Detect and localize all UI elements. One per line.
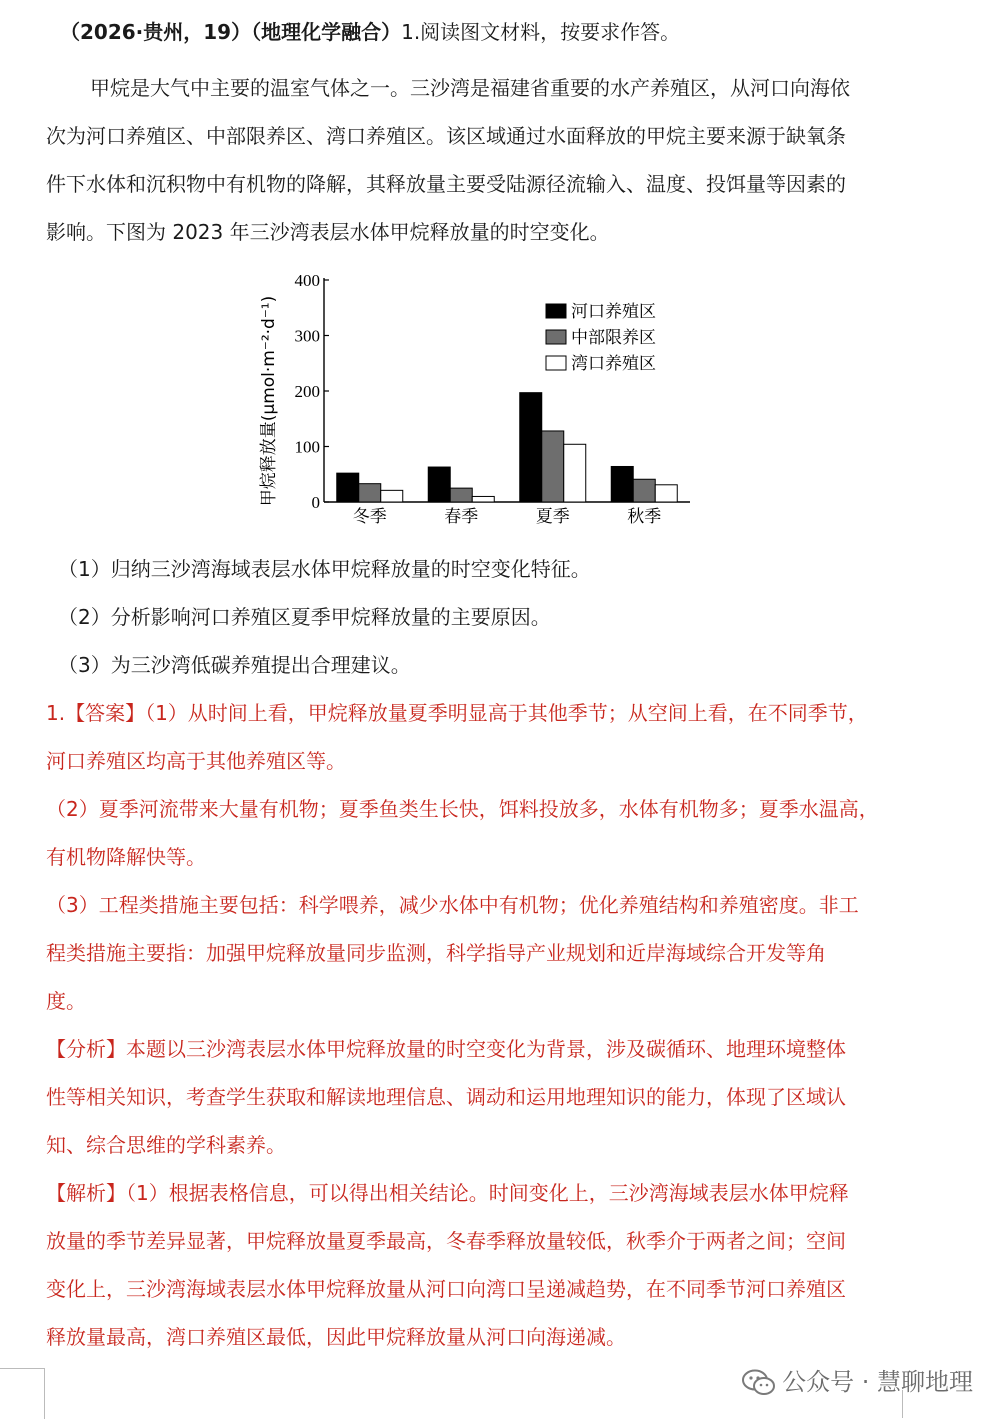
crop-mark-left [0,1368,45,1419]
bar [428,467,450,502]
wechat-icon [742,1369,776,1397]
answer-line: （3）工程类措施主要包括：科学喂养，减少水体中有机物；优化养殖结构和养殖密度。非工 [46,893,859,917]
category-label: 秋季 [627,507,662,527]
y-tick-label: 300 [294,326,320,346]
legend-swatch [546,356,566,370]
watermark [742,1362,973,1397]
bar [542,431,564,502]
question-header [60,18,680,46]
bar [611,466,633,502]
bar [655,485,677,502]
legend-swatch [546,304,566,318]
y-tick-label: 100 [294,437,320,457]
legend-label: 中部限养区 [571,328,656,348]
explanation-line: 【解析】（1）根据表格信息，可以得出相关结论。时间变化上，三沙湾海域表层水体甲烷释 [46,1181,849,1205]
bar [520,393,542,502]
material-line: 件下水体和沉积物中有机物的降解，其释放量主要受陆源径流输入、温度、投饵量等因素的 [46,172,846,196]
y-tick-label: 0 [311,493,320,512]
answer-line: （2）夏季河流带来大量有机物；夏季鱼类生长快，饵料投放多，水体有机物多；夏季水温高， [46,797,879,821]
question-source: （2026·贵州，19）（地理化学融合） [60,20,402,44]
answer-line: 程类措施主要指：加强甲烷释放量同步监测，科学指导产业规划和近岸海域综合开发等角 [46,941,826,965]
category-label: 夏季 [535,507,570,527]
bar [633,479,655,502]
answer-line: 度。 [46,989,86,1013]
material-line: 影响。下图为 2023 年三沙湾表层水体甲烷释放量的时空变化。 [46,220,610,244]
legend-swatch [546,330,566,344]
sub-question-1: （1）归纳三沙湾海域表层水体甲烷释放量的时空变化特征。 [58,557,591,581]
analysis-line: 性等相关知识，考查学生获取和解读地理信息、调动和运用地理知识的能力，体现了区域认 [46,1085,846,1109]
category-label: 春季 [444,507,479,527]
watermark-text: 公众号 · 慧聊地理 [782,1368,973,1396]
bar [359,484,381,502]
bar [337,473,359,502]
legend-label: 湾口养殖区 [571,354,656,374]
explanation-line: 释放量最高，湾口养殖区最低，因此甲烷释放量从河口向海递减。 [46,1325,626,1349]
bar [472,496,494,502]
methane-bar-chart [250,262,710,532]
question-prompt: 1.阅读图文材料，按要求作答。 [401,20,681,44]
explanation-line: 放量的季节差异显著，甲烷释放量夏季最高，冬春季释放量较低，秋季介于两者之间；空间 [46,1229,846,1253]
explanation-line: 变化上，三沙湾海域表层水体甲烷释放量从河口向湾口呈递减趋势，在不同季节河口养殖区 [46,1277,846,1301]
answer-line: 有机物降解快等。 [46,845,206,869]
bar [564,444,586,502]
sub-question-2: （2）分析影响河口养殖区夏季甲烷释放量的主要原因。 [58,605,551,629]
analysis-line: 【分析】本题以三沙湾表层水体甲烷释放量的时空变化为背景，涉及碳循环、地理环境整体 [46,1037,846,1061]
legend-label: 河口养殖区 [571,302,656,322]
category-label: 冬季 [352,507,387,527]
sub-question-3: （3）为三沙湾低碳养殖提出合理建议。 [58,653,411,677]
material-line: 次为河口养殖区、中部限养区、湾口养殖区。该区域通过水面释放的甲烷主要来源于缺氧条 [46,124,846,148]
bar [381,490,403,502]
material-line: 甲烷是大气中主要的温室气体之一。三沙湾是福建省重要的水产养殖区，从河口向海依 [90,76,850,100]
analysis-line: 知、综合思维的学科素养。 [46,1133,286,1157]
y-tick-label: 400 [294,271,320,290]
y-tick-label: 200 [294,382,320,401]
y-axis-label: 甲烷释放量(μmol·m⁻²·d⁻¹) [259,295,279,507]
answer-line: 河口养殖区均高于其他养殖区等。 [46,749,346,773]
answer-line: 1.【答案】（1）从时间上看，甲烷释放量夏季明显高于其他季节；从空间上看，在不同季节， [46,701,868,725]
bar [450,488,472,502]
